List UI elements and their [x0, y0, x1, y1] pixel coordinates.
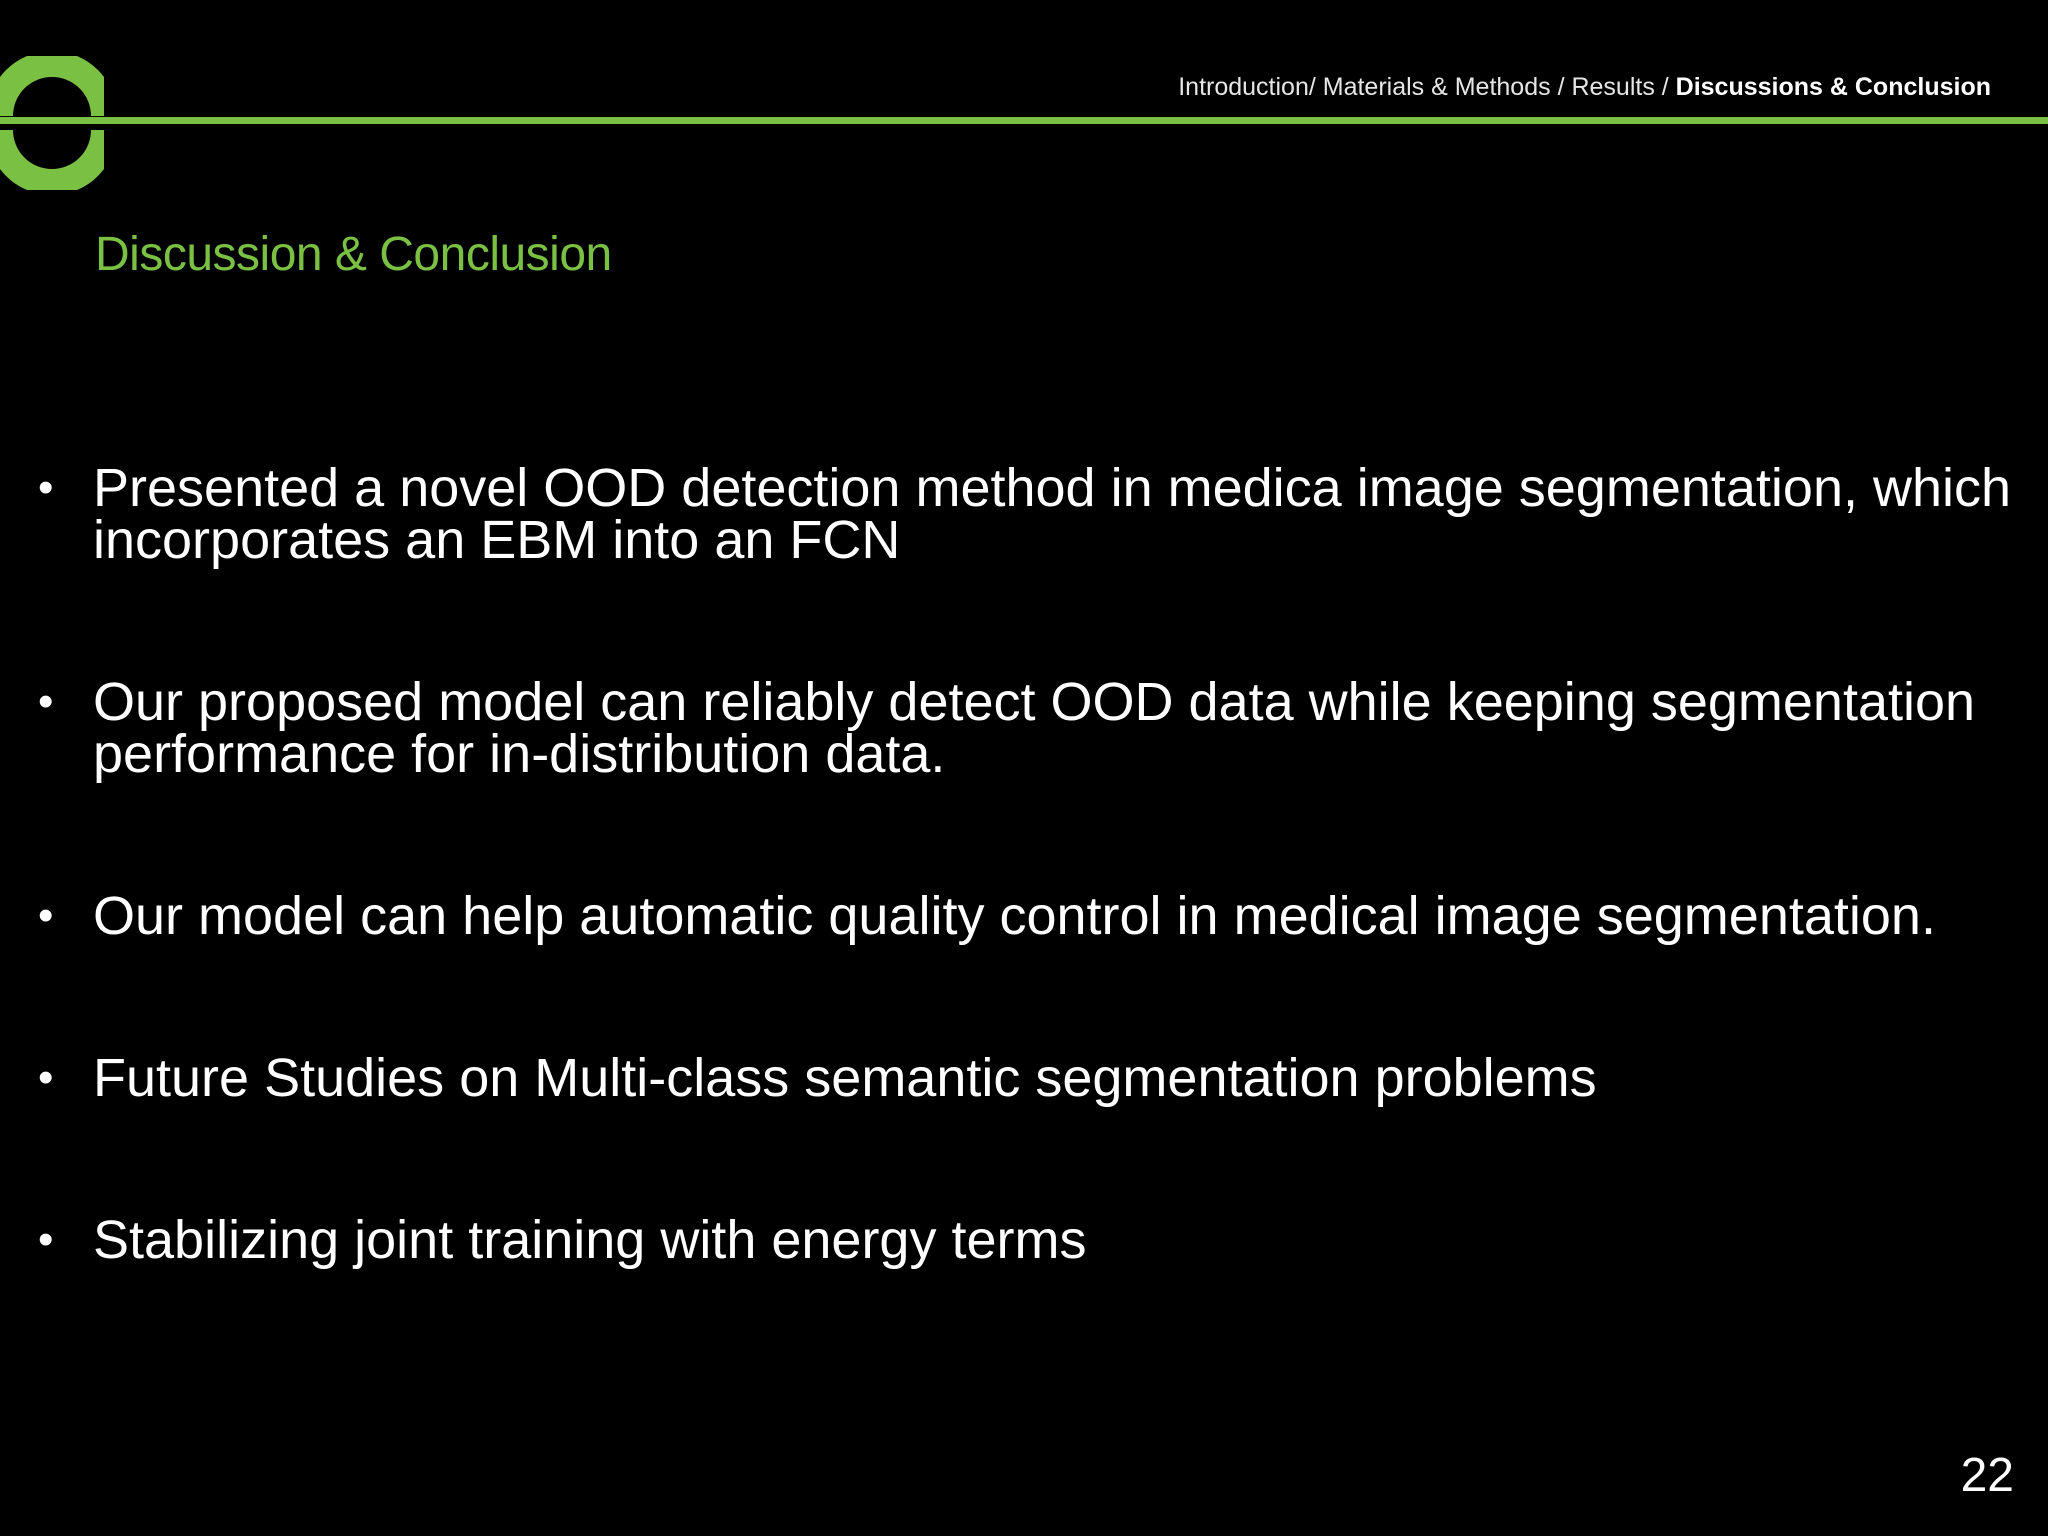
- breadcrumb: [1178, 72, 1991, 102]
- bullet-dot: •: [38, 1053, 54, 1102]
- bullet-text: Our model can help automatic quality control in medical image segmentation.: [93, 886, 1936, 946]
- slide-title: Discussion & Conclusion: [95, 228, 612, 281]
- bullet-item: [38, 1048, 2018, 1108]
- header-divider: [0, 117, 2048, 124]
- bullet-text: Presented a novel OOD detection method in medica image segmentation, which incorporates an EBM into an FCN: [93, 458, 2012, 570]
- bullet-list: [38, 458, 2018, 1376]
- bullet-text: Future Studies on Multi-class semantic segmentation problems: [93, 1048, 1597, 1108]
- bullet-item: [38, 886, 2018, 946]
- bullet-text: Stabilizing joint training with energy terms: [93, 1210, 1087, 1270]
- bullet-item: [38, 672, 2018, 784]
- bullet-text: Our proposed model can reliably detect OOD data while keeping segmentation performance for in-distribution data.: [93, 672, 1976, 784]
- breadcrumb-active: Discussions & Conclusion: [1675, 73, 1991, 101]
- bullet-dot: •: [38, 463, 54, 512]
- bullet-item: [38, 1210, 2018, 1270]
- breadcrumb-prefix: Introduction/ Materials & Methods / Results /: [1178, 73, 1676, 101]
- page-number: 22: [1960, 1449, 2014, 1502]
- bullet-dot: •: [38, 1215, 54, 1264]
- bullet-item: [38, 458, 2018, 570]
- bullet-dot: •: [38, 891, 54, 940]
- bullet-dot: •: [38, 677, 54, 726]
